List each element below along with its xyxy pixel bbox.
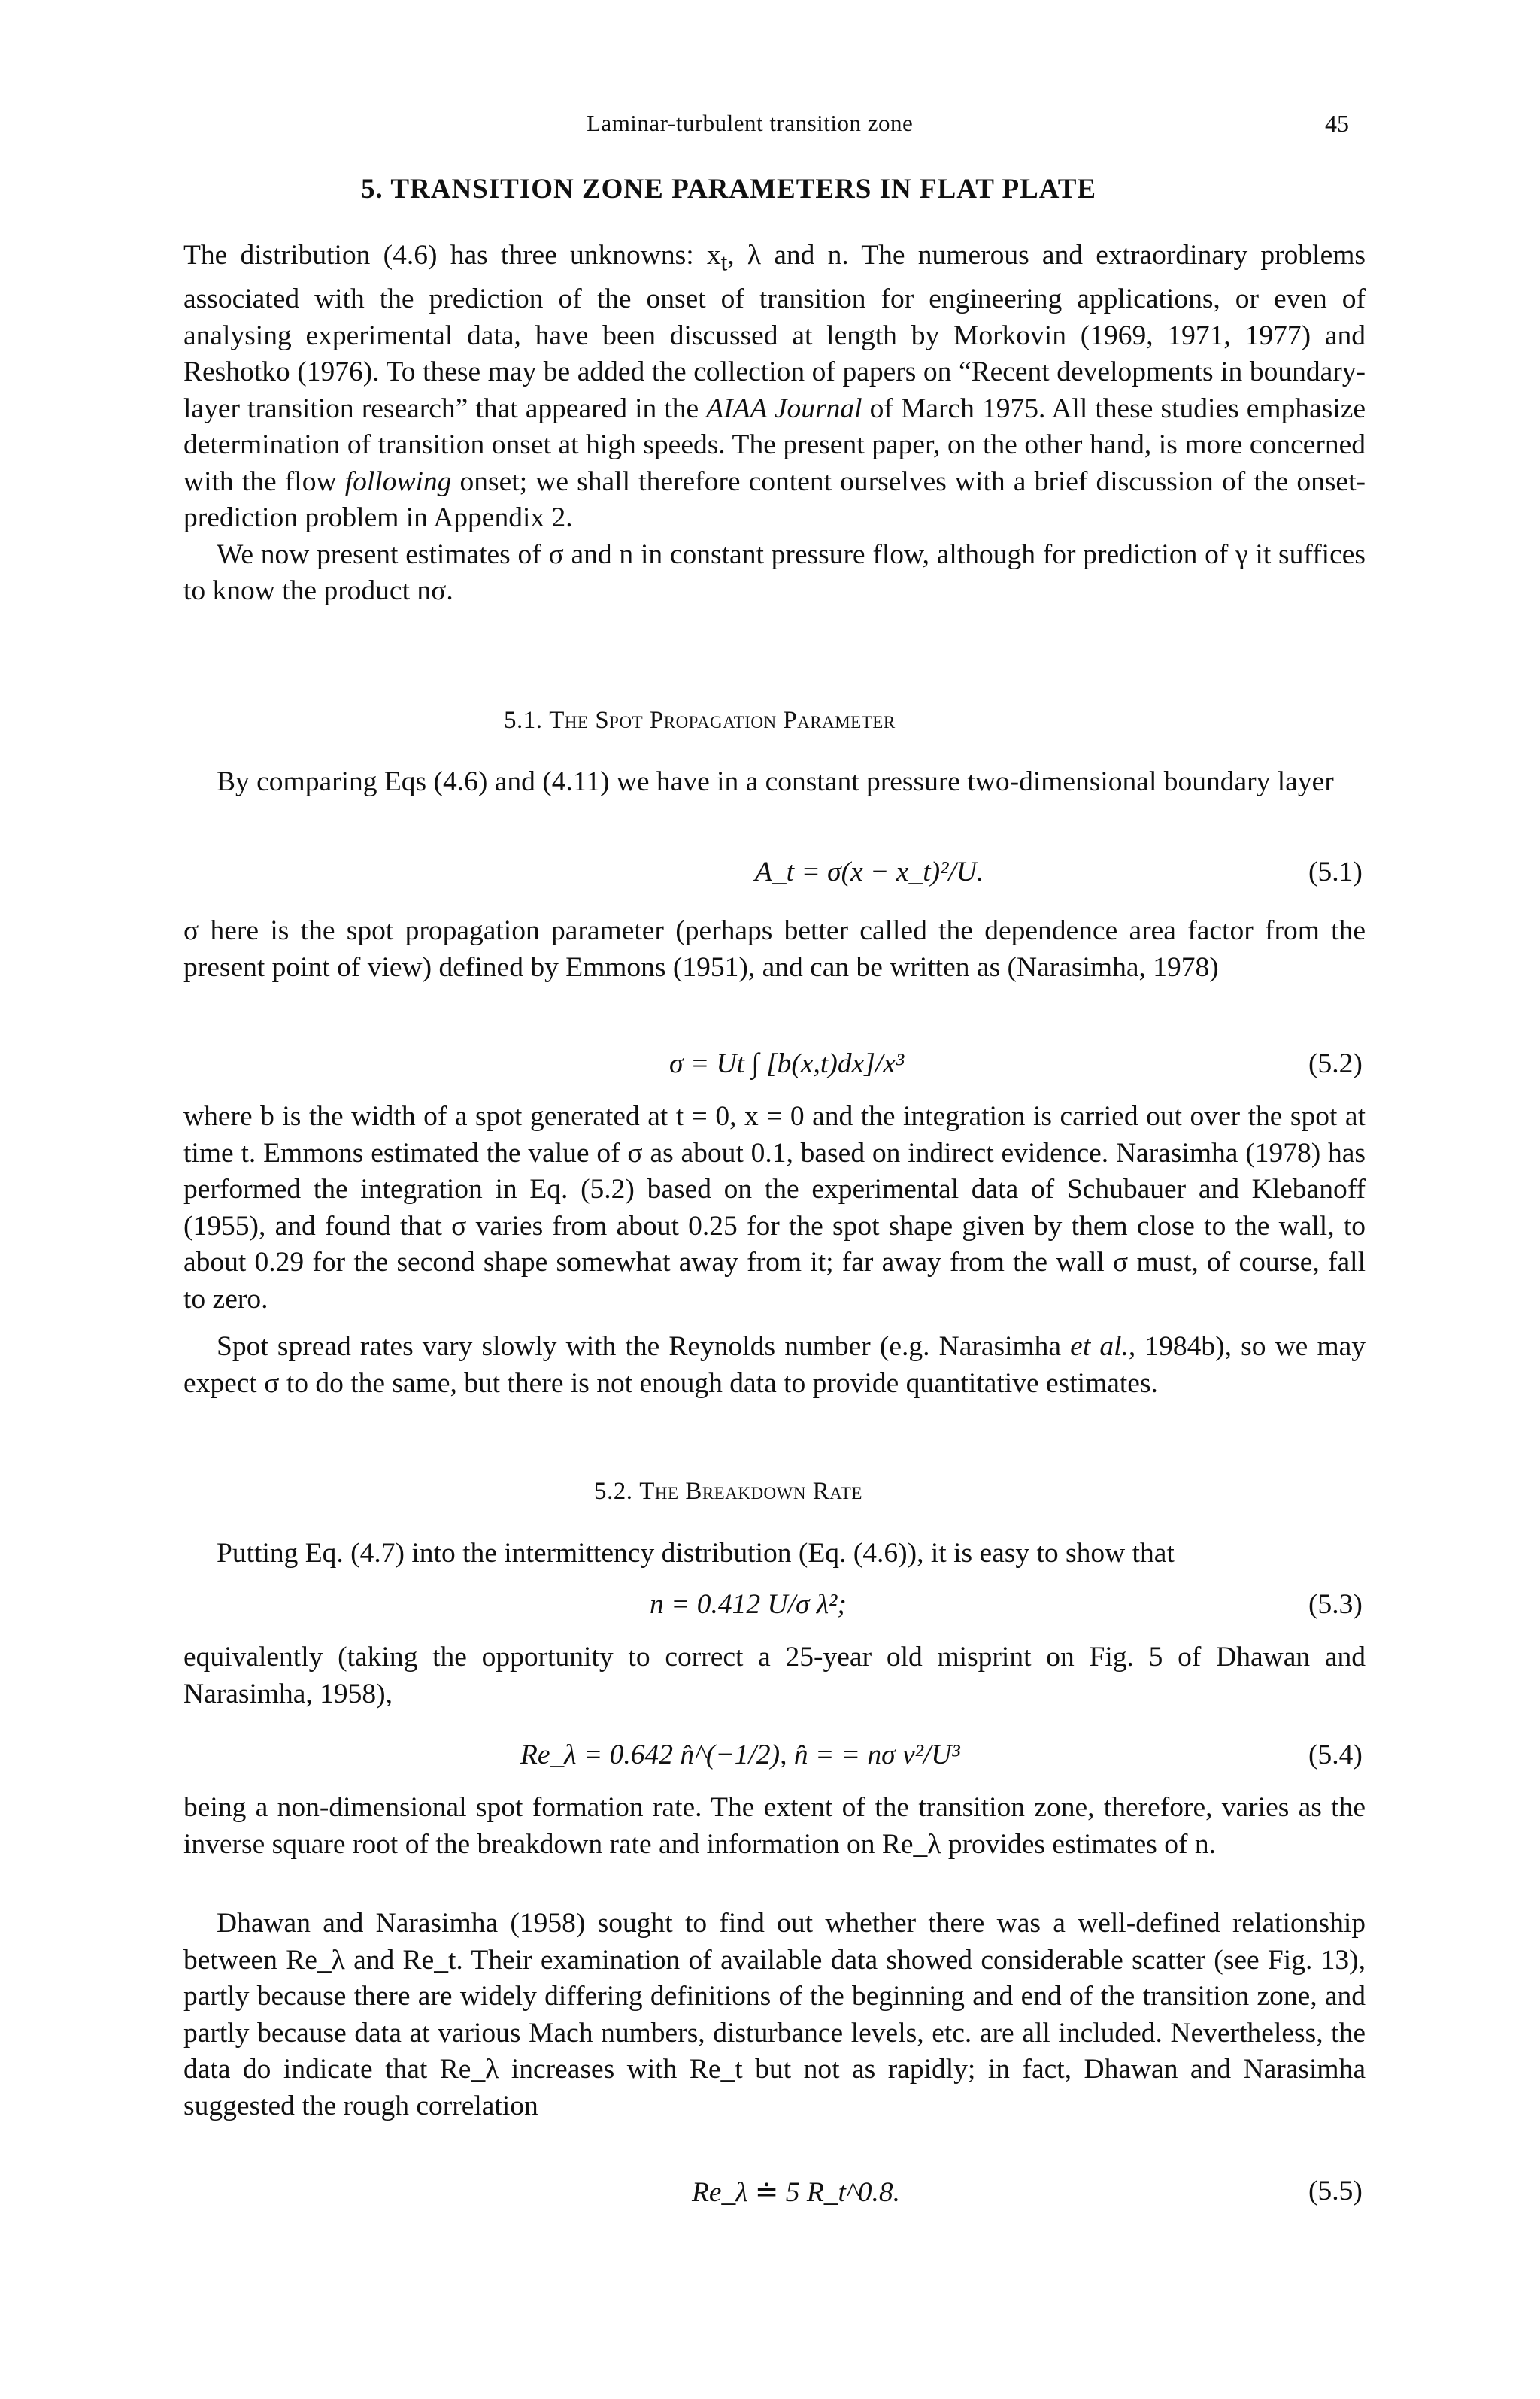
subsection-5-2-title: The Breakdown Rate [639,1478,862,1505]
intro-p1-part-d: onset; we shall therefore content ourselves with a brief discussion of the onset-prediction problem in Appendix 2. [183,466,1366,533]
equation-5-1: A_t = σ(x − x_t)²/U. [755,857,984,887]
running-header: Laminar-turbulent transition zone [587,110,914,136]
s52-paragraph-3: being a non-dimensional spot formation rate. The extent of the transition zone, therefore, varies as the inverse square root of the breakdown rate and information on Re_λ provides estimates of n. [183,1792,1366,1860]
intro-p1-part-c: of March 1975. All these studies emphasize determination of transition onset at high speeds. The present paper, on the other hand, is more concerned with the flow [183,393,1366,497]
equation-5-1-number: (5.1) [1308,857,1363,887]
equation-5-2-number: (5.2) [1308,1048,1363,1079]
intro-p1-subscript: t [720,249,728,276]
s51-p4-part-a: Spot spread rates vary slowly with the Reynolds number (e.g. Narasimha [217,1331,1071,1362]
intro-paragraph-2: We now present estimates of σ and n in constant pressure flow, although for prediction of γ it suffices to know the product nσ. [183,538,1366,606]
s52-paragraph-4: Dhawan and Narasimha (1958) sought to find out whether there was a well-defined relationship between Re_λ and Re_t. Their examination of available data showed considerable scatter (see Fig. 13), partly because there are widely differing definitions of the beginning and end of the transition zone, and partly because data at various Mach numbers, disturbance levels, etc. are all included. Nevertheless, the data do indicate that Re_λ increases with Re_t but not as rapidly; in fact, Dhawan and Narasimha suggested the rough correlation [183,1908,1366,2121]
subsection-5-2-heading [594,1478,862,1506]
section-title: 5. TRANSITION ZONE PARAMETERS IN FLAT PLATE [361,174,1097,205]
equation-5-4-number: (5.4) [1308,1739,1363,1770]
s51-p4-part-b: , 1984b), so we may expect σ to do the same, but there is not enough data to provide quantitative estimates. [183,1331,1366,1399]
s52-paragraph-1: Putting Eq. (4.7) into the intermittency distribution (Eq. (4.6)), it is easy to show that [217,1538,1175,1569]
intro-paragraph-1 [183,238,1366,537]
s51-paragraph-4 [183,1329,1366,1402]
intro-p1-part-b: , λ and n. The numerous and extraordinary problems associated with the prediction of the onset of transition for engineering applications, or even of analysing experimental data, have been discussed at length by Morkovin (1969, 1971, 1977) and Reshotko (1976). To these may be added the collection of papers on “Recent developments in boundary-layer transition research” that appeared in the [183,240,1366,424]
equation-5-5-number: (5.5) [1308,2176,1363,2206]
equation-5-3: n = 0.412 U/σ λ²; [650,1589,847,1620]
s52-paragraph-2: equivalently (taking the opportunity to correct a 25-year old misprint on Fig. 5 of Dhawan and Narasimha, 1958), [183,1642,1366,1709]
subsection-5-1-number: 5.1. [504,707,543,734]
equation-5-5: Re_λ ≐ 5 R_t^0.8. [692,2177,900,2208]
subsection-5-1-title: The Spot Propagation Parameter [549,707,896,734]
intro-block [183,238,1366,610]
s51-p4-etal: et al. [1070,1331,1129,1362]
equation-5-3-number: (5.3) [1308,1589,1363,1620]
intro-p1-journal: AIAA Journal [706,393,862,424]
s51-paragraph-2: σ here is the spot propagation parameter (perhaps better called the dependence area factor from the present point of view) defined by Emmons (1951), and can be written as (Narasimha, 1978) [183,915,1366,983]
equation-5-2: σ = Ut ∫ [b(x,t)dx]/x³ [669,1048,905,1079]
equation-5-4: Re_λ = 0.642 n̂^(−1/2), n̂ = = nσ ν²/U³ [520,1739,960,1770]
subsection-5-1-heading [504,707,896,735]
s51-paragraph-1: By comparing Eqs (4.6) and (4.11) we have in a constant pressure two-dimensional boundary layer [217,766,1334,797]
intro-p1-emphasis: following [344,466,452,497]
page-number: 45 [1325,110,1349,137]
s51-paragraph-3: where b is the width of a spot generated at t = 0, x = 0 and the integration is carried out over the spot at time t. Emmons estimated the value of σ as about 0.1, based on indirect evidence. Narasimha (1978) has performed the integration in Eq. (5.2) based on the experimental data of Schubauer and Klebanoff (1955), and found that σ varies from about 0.25 for the spot shape given by them close to the wall, to about 0.29 for the second shape somewhat away from it; far away from the wall σ must, of course, fall to zero. [183,1101,1366,1315]
intro-p1-part-a: The distribution (4.6) has three unknowns: x [183,240,721,271]
subsection-5-2-number: 5.2. [594,1478,633,1505]
